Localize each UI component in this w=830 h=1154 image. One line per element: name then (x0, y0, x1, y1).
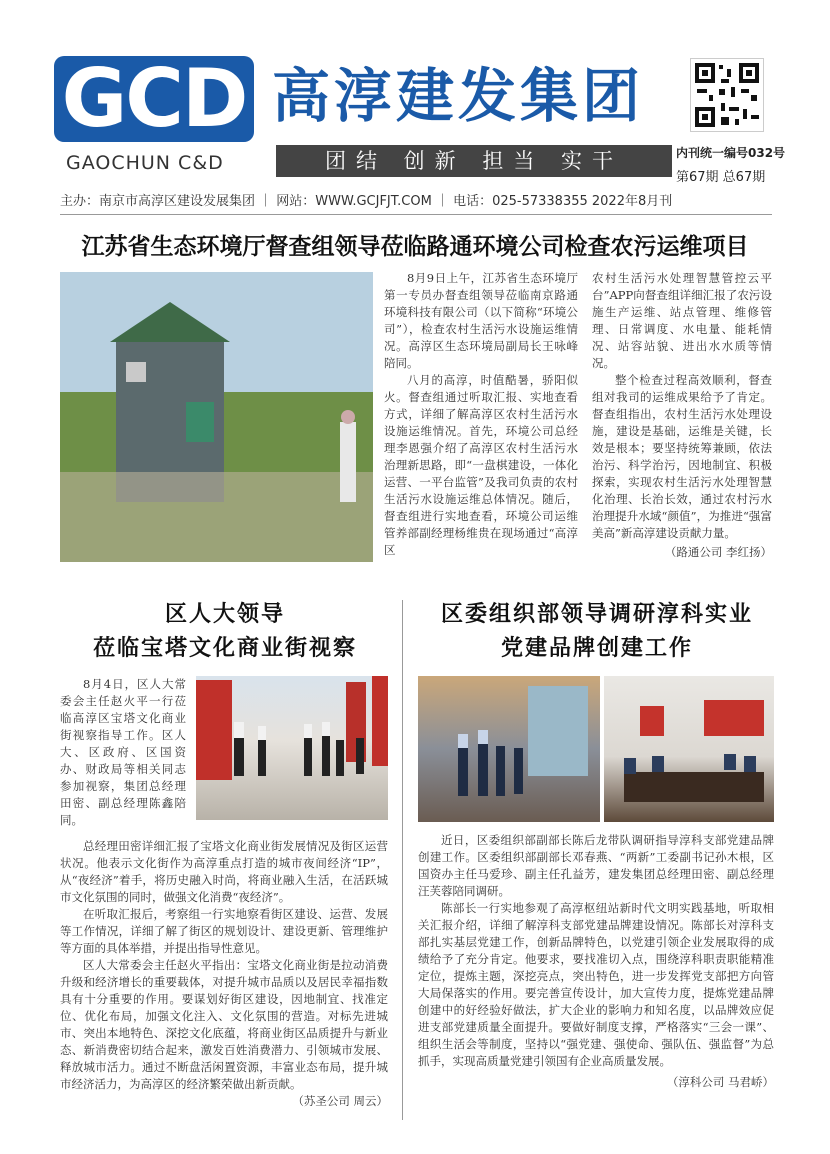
article2-title: 区人大领导 莅临宝塔文化商业街视察 (92, 602, 357, 661)
group-name: 高淳建发集团 (272, 62, 645, 130)
slogan-banner: 团结 创新 担当 实干 (276, 145, 672, 177)
article1-col1: 8月9日上午，江苏省生态环境厅第一专员办督查组领导莅临南京路通环境科技有限公司（以下简称“环境公司”），检查农村生活污水设施运维情况。高淳区生态环境局副局长王咏峰陪同。 八月的高淳，时值酷暑，骄阳似火。督查组通过听取汇报、实地查看方式，详细了解高淳区农村生活污水设施运维情况。首先，环境公司总经理李恩强介绍了高淳区农村生活污水治理新思路，即“一盘棋建设，一体化运营、一平台监管”及我司负责的农村生活污水设施运维总体情况。随后，督查组进行实地查看，环境公司运维管养部副经理杨维贵在现场通过“高淳区 (384, 271, 578, 557)
logo-subtitle: GAOCHUN C&D (66, 152, 224, 174)
internal-number: 内刊统一编号032号 (676, 146, 786, 160)
qr-code-icon (690, 58, 764, 132)
publisher-info: 主办：南京市高淳区建设发展集团 ｜ 网站：WWW.GCJFJT.COM ｜ 电话：025-57338355 2022年8月刊 (60, 194, 673, 209)
article2-intro: 8月4日，区人大常委会主任赵火平一行莅临高淳区宝塔文化商业街视察指导工作。区人大、区政府、区国资办、财政局等相关同志参加视察，集团总经理田密、副总经理陈鑫陪同。 (60, 677, 186, 827)
article2-signature: （苏圣公司 周云） (292, 1094, 388, 1108)
article3-body: 近日，区委组织部副部长陈后龙带队调研指导淳科支部党建品牌创建工作。区委组织部副部长邓春燕、“两新”工委副书记孙木根，区国资办主任马爱珍、副主任孔益芳，建发集团总经理田密、副总经理汪芙蓉陪同调研。 陈部长一行实地参观了高淳枢纽站新时代文明实践基地，听取相关汇报介绍，详细了解淳科支部党建品牌建设情况。陈部长对淳科支部扎实基层党建工作，创新品牌特色，以党建引领企业发展取得的成绩给予了充分肯定。他要求，要找准切入点，围绕淳科职责职能精准定位，提炼主题，深挖亮点，突出特色，进一步发挥党支部把方向管大局保落实的作用。要完善宣传设计，加大宣传力度，提炼党建品牌创建中的好经验好做法，扩大企业的影响力和知名度，以品牌效应促进支部党建质量全面提升。要做好制度支撑，严格落实“三会一课”、组织生活会等制度，坚持以“强党建、强使命、强队伍、强监督”为总抓手，实现高质量党建引领国有企业高质量发展。 （淳科公司 马君峤） (418, 833, 774, 1089)
street-visit-photo (196, 676, 388, 820)
article1-col2: 农村生活污水处理智慧管控云平台”APP向督查组详细汇报了农污设施生产运维、站点管理、维修管理、日常调度、水电量、能耗情况、站容站貌、进出水水质等情况。 整个检查过程高效顺利，督查组对我司的运维成果给予了肯定。督查组指出，农村生活污水处理设施，建设是基础，运维是关键，长效是根本；要坚持统筹兼顾，依法治污、科学治污，因地制宜、积极探索，实现农村生活污水处理智慧化治理、长治长效，通过农村污水治理提升水域“颜值”，为推进“强富美高”新高淳建设贡献力量。 （路通公司 李红扬） (592, 271, 772, 559)
sewage-station-photo (60, 272, 373, 562)
issue-number: 第67期 总67期 (676, 170, 766, 185)
exhibition-visit-photo (418, 676, 600, 822)
article3-title: 区委组织部领导调研淳科实业 党建品牌创建工作 (440, 602, 753, 661)
article2-body: 总经理田密详细汇报了宝塔文化商业街发展情况及街区运营状况。他表示文化街作为高淳重点打造的城市夜间经济“IP”，从“夜经济”着手，将历史融入时尚，将商业融入生活，在活跃城市文化氛围的同时，做强文化消费“夜经济”。 在听取汇报后，考察组一行实地察看街区建设、运营、发展等工作情况，详细了解了街区的规划设计、建设更新、管理维护等方面的具体举措，并提出指导性意见。 区人大常委会主任赵火平指出：宝塔文化商业街是拉动消费升级和经济增长的重要载体，对提升城市品质以及居民幸福指数具有十分重要的作用。要谋划好街区建设，因地制宜、找准定位、优化布局，加强文化注入、文化氛围的营造。对标先进城市、突出本地特色、深挖文化底蕴，将商业街区品质提升与新业态、新消费密切结合起来，激发百姓消费潜力、引领城市发展、释放城市活力。通过不断盘活闲置资源，丰富业态布局，提升城市经济活力，为高淳区的经济繁荣做出新贡献。 （苏圣公司 周云） (60, 839, 388, 1108)
article1-headline: 江苏省生态环境厅督查组领导莅临路通环境公司检查农污运维项目 (81, 234, 749, 260)
column-divider (402, 600, 403, 1120)
article1-signature: （路通公司 李红扬） (664, 545, 772, 559)
article3-signature: （淳科公司 马君峤） (666, 1075, 774, 1089)
divider (60, 214, 772, 215)
meeting-room-photo (604, 676, 774, 822)
gcd-logo: GCD (54, 56, 254, 142)
